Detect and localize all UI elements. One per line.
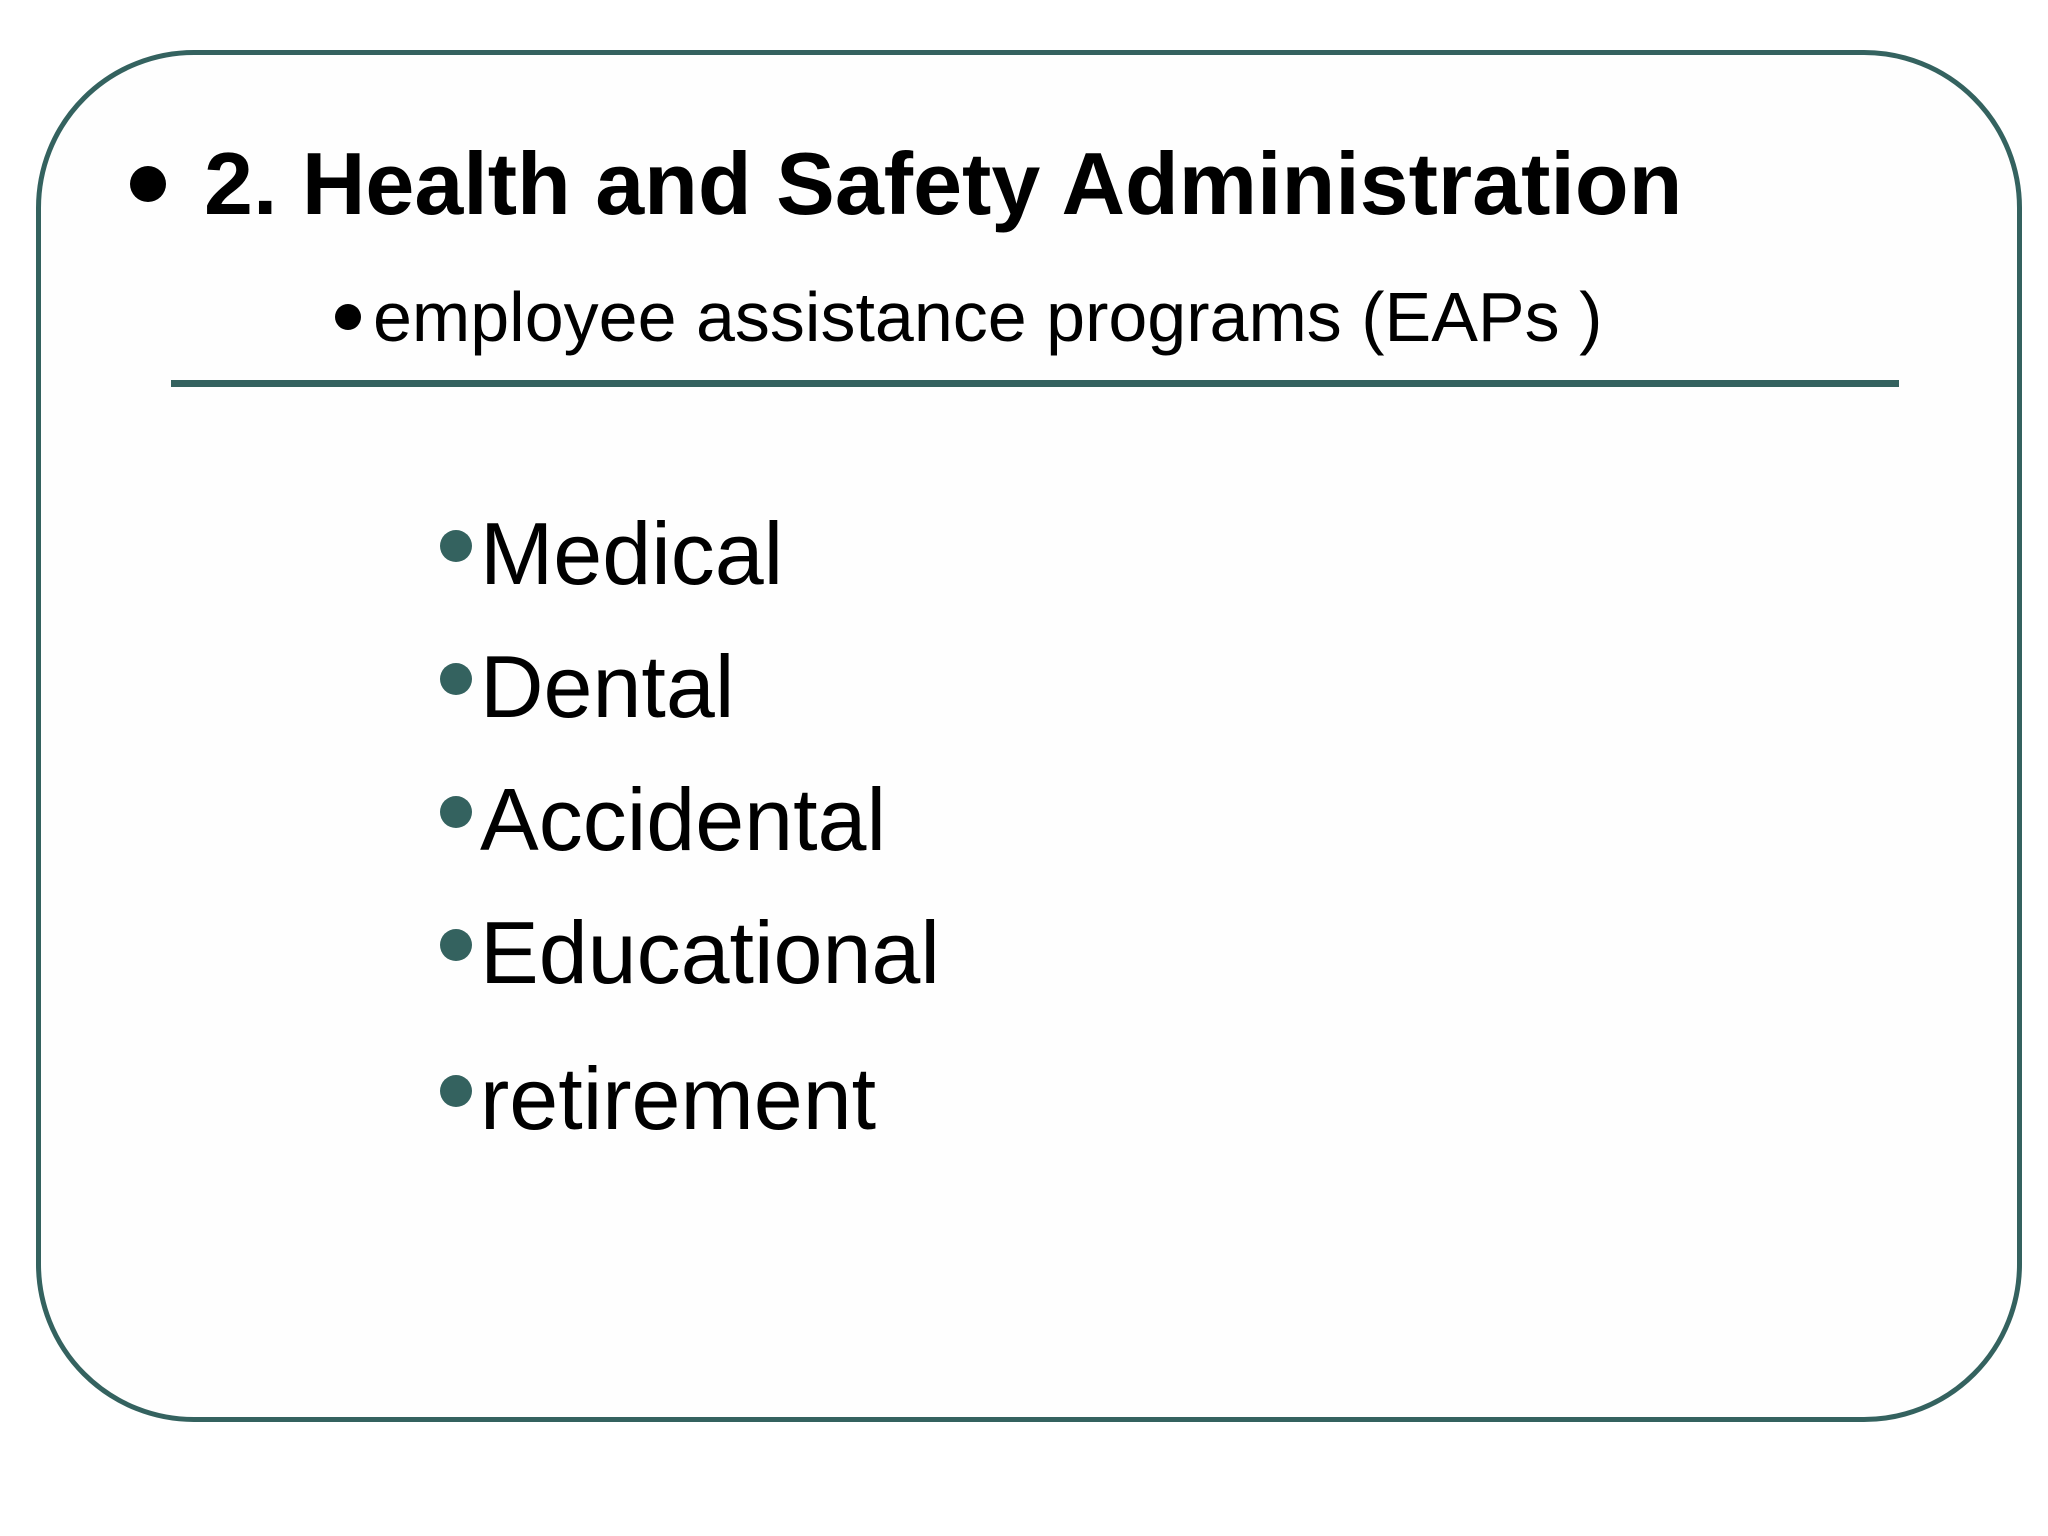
list-item-label: Educational: [480, 903, 940, 1002]
bullet-icon: [440, 530, 472, 562]
list-item: [440, 770, 887, 869]
list-item-label: Accidental: [480, 770, 887, 869]
list-item: [440, 637, 735, 736]
bullet-icon: [440, 929, 472, 961]
bullet-icon: [440, 1075, 472, 1107]
list-item-label: Medical: [480, 504, 784, 603]
bullet-icon: [440, 796, 472, 828]
list-item: [440, 903, 940, 1002]
title-bullet-icon: [130, 166, 166, 202]
bullet-icon: [440, 663, 472, 695]
list-item-label: retirement: [480, 1049, 877, 1148]
benefit-list: [440, 0, 1440, 1536]
slide-title: 2. Health and Safety Administration: [204, 134, 1683, 233]
list-item: [440, 1049, 877, 1148]
subtitle-bullet-icon: [335, 304, 361, 330]
list-item-label: Dental: [480, 637, 735, 736]
list-item: [440, 504, 784, 603]
slide-subtitle: employee assistance programs (EAPs ): [373, 278, 1603, 356]
